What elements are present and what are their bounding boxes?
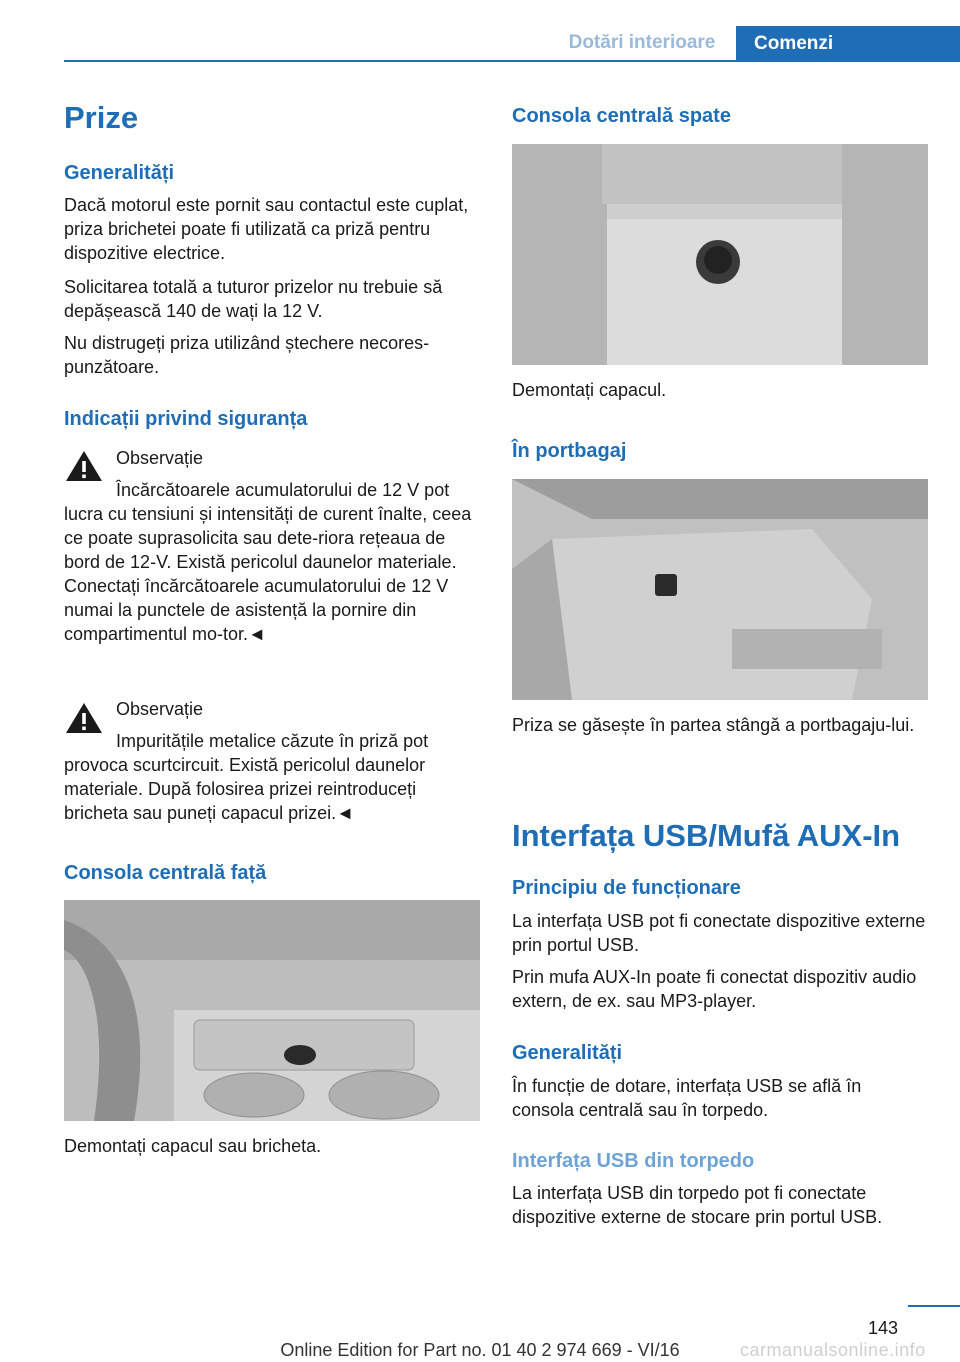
paragraph-generalitati-3: Nu distrugeți priza utilizând ștechere necores-punzătoare. — [64, 333, 430, 377]
warning-label-2: Observație — [116, 699, 204, 719]
warning-label-1: Observație — [116, 448, 204, 468]
photo-front-console — [64, 900, 480, 1121]
paragraph-generalitati-2: Solicitarea totală a tuturor prizelor nu trebuie să depășească 140 de wați la 12 V. — [64, 277, 443, 321]
heading-indicatii-siguranta: Indicații privind siguranța — [64, 408, 308, 430]
section-title-prize: Prize — [64, 100, 139, 135]
heading-usb-torpedo: Interfața USB din torpedo — [512, 1150, 755, 1172]
warning-text-1: Încărcătoarele acumulatorului de 12 V pot lucra cu tensiuni și intensități de curent înalte, ceea ce poate suprasolicita sau dete-riora rețeaua de bord de 12-V. Există pericolul daunelor materiale. Conectați încărcătoarele acumulatorului de 12 V numai la punctele de asistență la pornire din compartimentul mo-tor.◄ — [64, 480, 472, 644]
heading-consola-fata: Consola centrală față — [64, 862, 267, 884]
page-number: 143 — [867, 1318, 898, 1338]
heading-generalitati: Generalități — [64, 162, 175, 184]
tab-dotari-interioare[interactable]: Dotări interioare — [568, 32, 716, 53]
header-rule — [64, 60, 960, 62]
section-title-usb: Interfața USB/Mufă AUX-In — [512, 818, 901, 853]
caption-rear-console: Demontați capacul. — [512, 380, 667, 400]
photo-rear-console — [512, 144, 928, 365]
paragraph-usb-torpedo: La interfața USB din torpedo pot fi conectate dispozitive externe de stocare prin portul USB. — [512, 1183, 883, 1227]
tab-comenzi[interactable]: Comenzi — [736, 26, 960, 62]
paragraph-principiu-2: Prin mufa AUX-In poate fi conectat dispozitiv audio extern, de ex. sau MP3-player. — [512, 967, 917, 1011]
footer-rule — [908, 1305, 960, 1307]
heading-generalitati-usb: Generalități — [512, 1042, 623, 1064]
caption-trunk: Priza se găsește în partea stângă a portbagaju-lui. — [512, 715, 915, 735]
paragraph-generalitati-1: Dacă motorul este pornit sau contactul este cuplat, priza brichetei poate fi utilizată ca priză pentru dispozitive electrice. — [64, 195, 469, 263]
paragraph-generalitati-usb: În funcție de dotare, interfața USB se află în consola centrală sau în torpedo. — [512, 1076, 862, 1120]
warning-text-2: Impuritățile metalice căzute în priză pot provoca scurtcircuit. Există pericolul daunelor materiale. După folosirea prizei reintroduceți bricheta sau puneți capacul prizei.◄ — [64, 731, 429, 823]
watermark: carmanualsonline.info — [740, 1340, 926, 1360]
heading-portbagaj: În portbagaj — [512, 440, 627, 462]
heading-principiu: Principiu de funcționare — [512, 877, 741, 899]
caption-front-console: Demontați capacul sau bricheta. — [64, 1136, 322, 1156]
paragraph-principiu-1: La interfața USB pot fi conectate dispozitive externe prin portul USB. — [512, 911, 926, 955]
photo-trunk — [512, 479, 928, 700]
heading-consola-spate: Consola centrală spate — [512, 105, 731, 127]
edition-line: Online Edition for Part no. 01 40 2 974 669 - VI/16 — [280, 1340, 680, 1360]
